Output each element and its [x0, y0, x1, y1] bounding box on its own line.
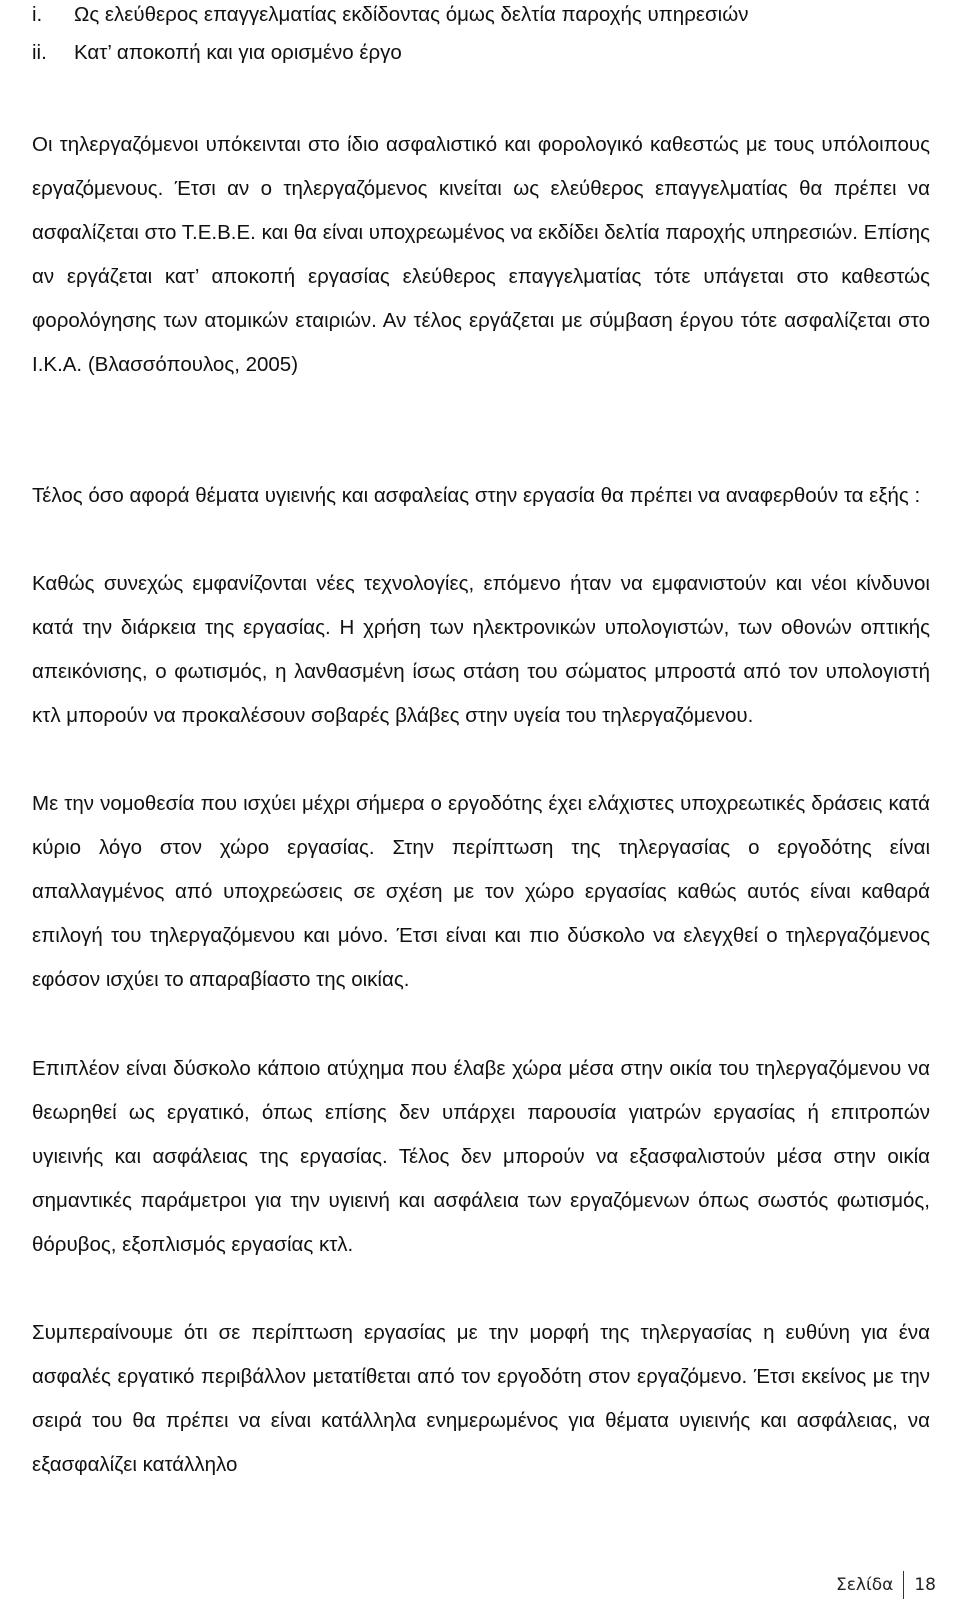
paragraph-new-risks: Καθώς συνεχώς εμφανίζονται νέες τεχνολογίες, επόμενο ήταν να εμφανιστούν και νέοι κίνδυνοι κατά την διάρκεια της εργασίας. Η χρήση των ηλεκτρονικών υπολογιστών, των οθονών οπτικής απεικόνισης, ο φωτισμός, η λανθασμένη ίσως στάση του σώματος μπροστά από τον υπολογιστή κτλ μπορούν να προκαλέσουν σοβαρές βλάβες στην υγεία του τηλεργαζόμενου.: [32, 572, 930, 727]
list-item-text: Κατ’ αποκοπή και για ορισμένο έργο: [74, 41, 402, 64]
paragraph-conclusion: Συμπεραίνουμε ότι σε περίπτωση εργασίας με την μορφή της τηλεργασίας η ευθύνη για ένα ασφαλές εργατικό περιβάλλον μετατίθεται από τον εργοδότη στον εργαζόμενο. Έτσι εκείνος με την σειρά του θα πρέπει να είναι κατάλληλα ενημερωμένος για θέματα υγιεινής και ασφάλειας, να εξασφαλίζει κατάλληλο: [32, 1321, 930, 1476]
list-item: [32, 0, 930, 34]
numbered-list: [32, 0, 930, 72]
list-item: [32, 34, 930, 72]
paragraph-health-safety-intro: Τέλος όσο αφορά θέματα υγιεινής και ασφαλείας στην εργασία θα πρέπει να αναφερθούν τα εξής :: [32, 484, 921, 507]
paragraph-accidents: Επιπλέον είναι δύσκολο κάποιο ατύχημα που έλαβε χώρα μέσα στην οικία του τηλεργαζόμενου να θεωρηθεί ως εργατικό, όπως επίσης δεν υπάρχει παρουσία γιατρών εργασίας ή επιτροπών υγιεινής και ασφάλειας της εργασίας. Τέλος δεν μπορούν να εξασφαλιστούν μέσα στην οικία σημαντικές παράμετροι για την υγιεινή και ασφάλεια των εργαζόμενων όπως σωστός φωτισμός, θόρυβος, εξοπλισμός εργασίας κτλ.: [32, 1057, 930, 1256]
list-marker: ii.: [32, 41, 47, 64]
list-item-text: Ως ελεύθερος επαγγελματίας εκδίδοντας όμως δελτία παροχής υπηρεσιών: [74, 3, 749, 26]
footer-divider: [903, 1571, 904, 1599]
page-footer: [836, 1570, 936, 1600]
paragraph-insurance-tax: Οι τηλεργαζόμενοι υπόκεινται στο ίδιο ασφαλιστικό και φορολογικό καθεστώς με τους υπόλοιπους εργαζόμενους. Έτσι αν ο τηλεργαζόμενος κινείται ως ελεύθερος επαγγελματίας θα πρέπει να ασφαλίζεται στο Τ.Ε.Β.Ε. και θα είναι υποχρεωμένος να εκδίδει δελτία παροχής υπηρεσιών. Επίσης αν εργάζεται κατ’ αποκοπή εργασίας ελεύθερος επαγγελματίας τότε υπάγεται στο καθεστώς φορολόγησης των ατομικών εταιριών. Αν τέλος εργάζεται με σύμβαση έργου τότε ασφαλίζεται στο Ι.Κ.Α. (Βλασσόπουλος, 2005): [32, 133, 930, 376]
paragraph-legislation: Με την νομοθεσία που ισχύει μέχρι σήμερα ο εργοδότης έχει ελάχιστες υποχρεωτικές δράσεις κατά κύριο λόγο στον χώρο εργασίας. Στην περίπτωση της τηλεργασίας ο εργοδότης είναι απαλλαγμένος από υποχρεώσεις σε σχέση με τον χώρο εργασίας καθώς αυτός είναι καθαρά επιλογή του τηλεργαζόμενου και μόνο. Έτσι είναι και πιο δύσκολο να ελεγχθεί ο τηλεργαζόμενος εφόσον ισχύει το απαραβίαστο της οικίας.: [32, 792, 930, 991]
page-label: Σελίδα: [836, 1575, 894, 1595]
page-number: 18: [914, 1575, 936, 1595]
list-marker: i.: [32, 3, 43, 26]
